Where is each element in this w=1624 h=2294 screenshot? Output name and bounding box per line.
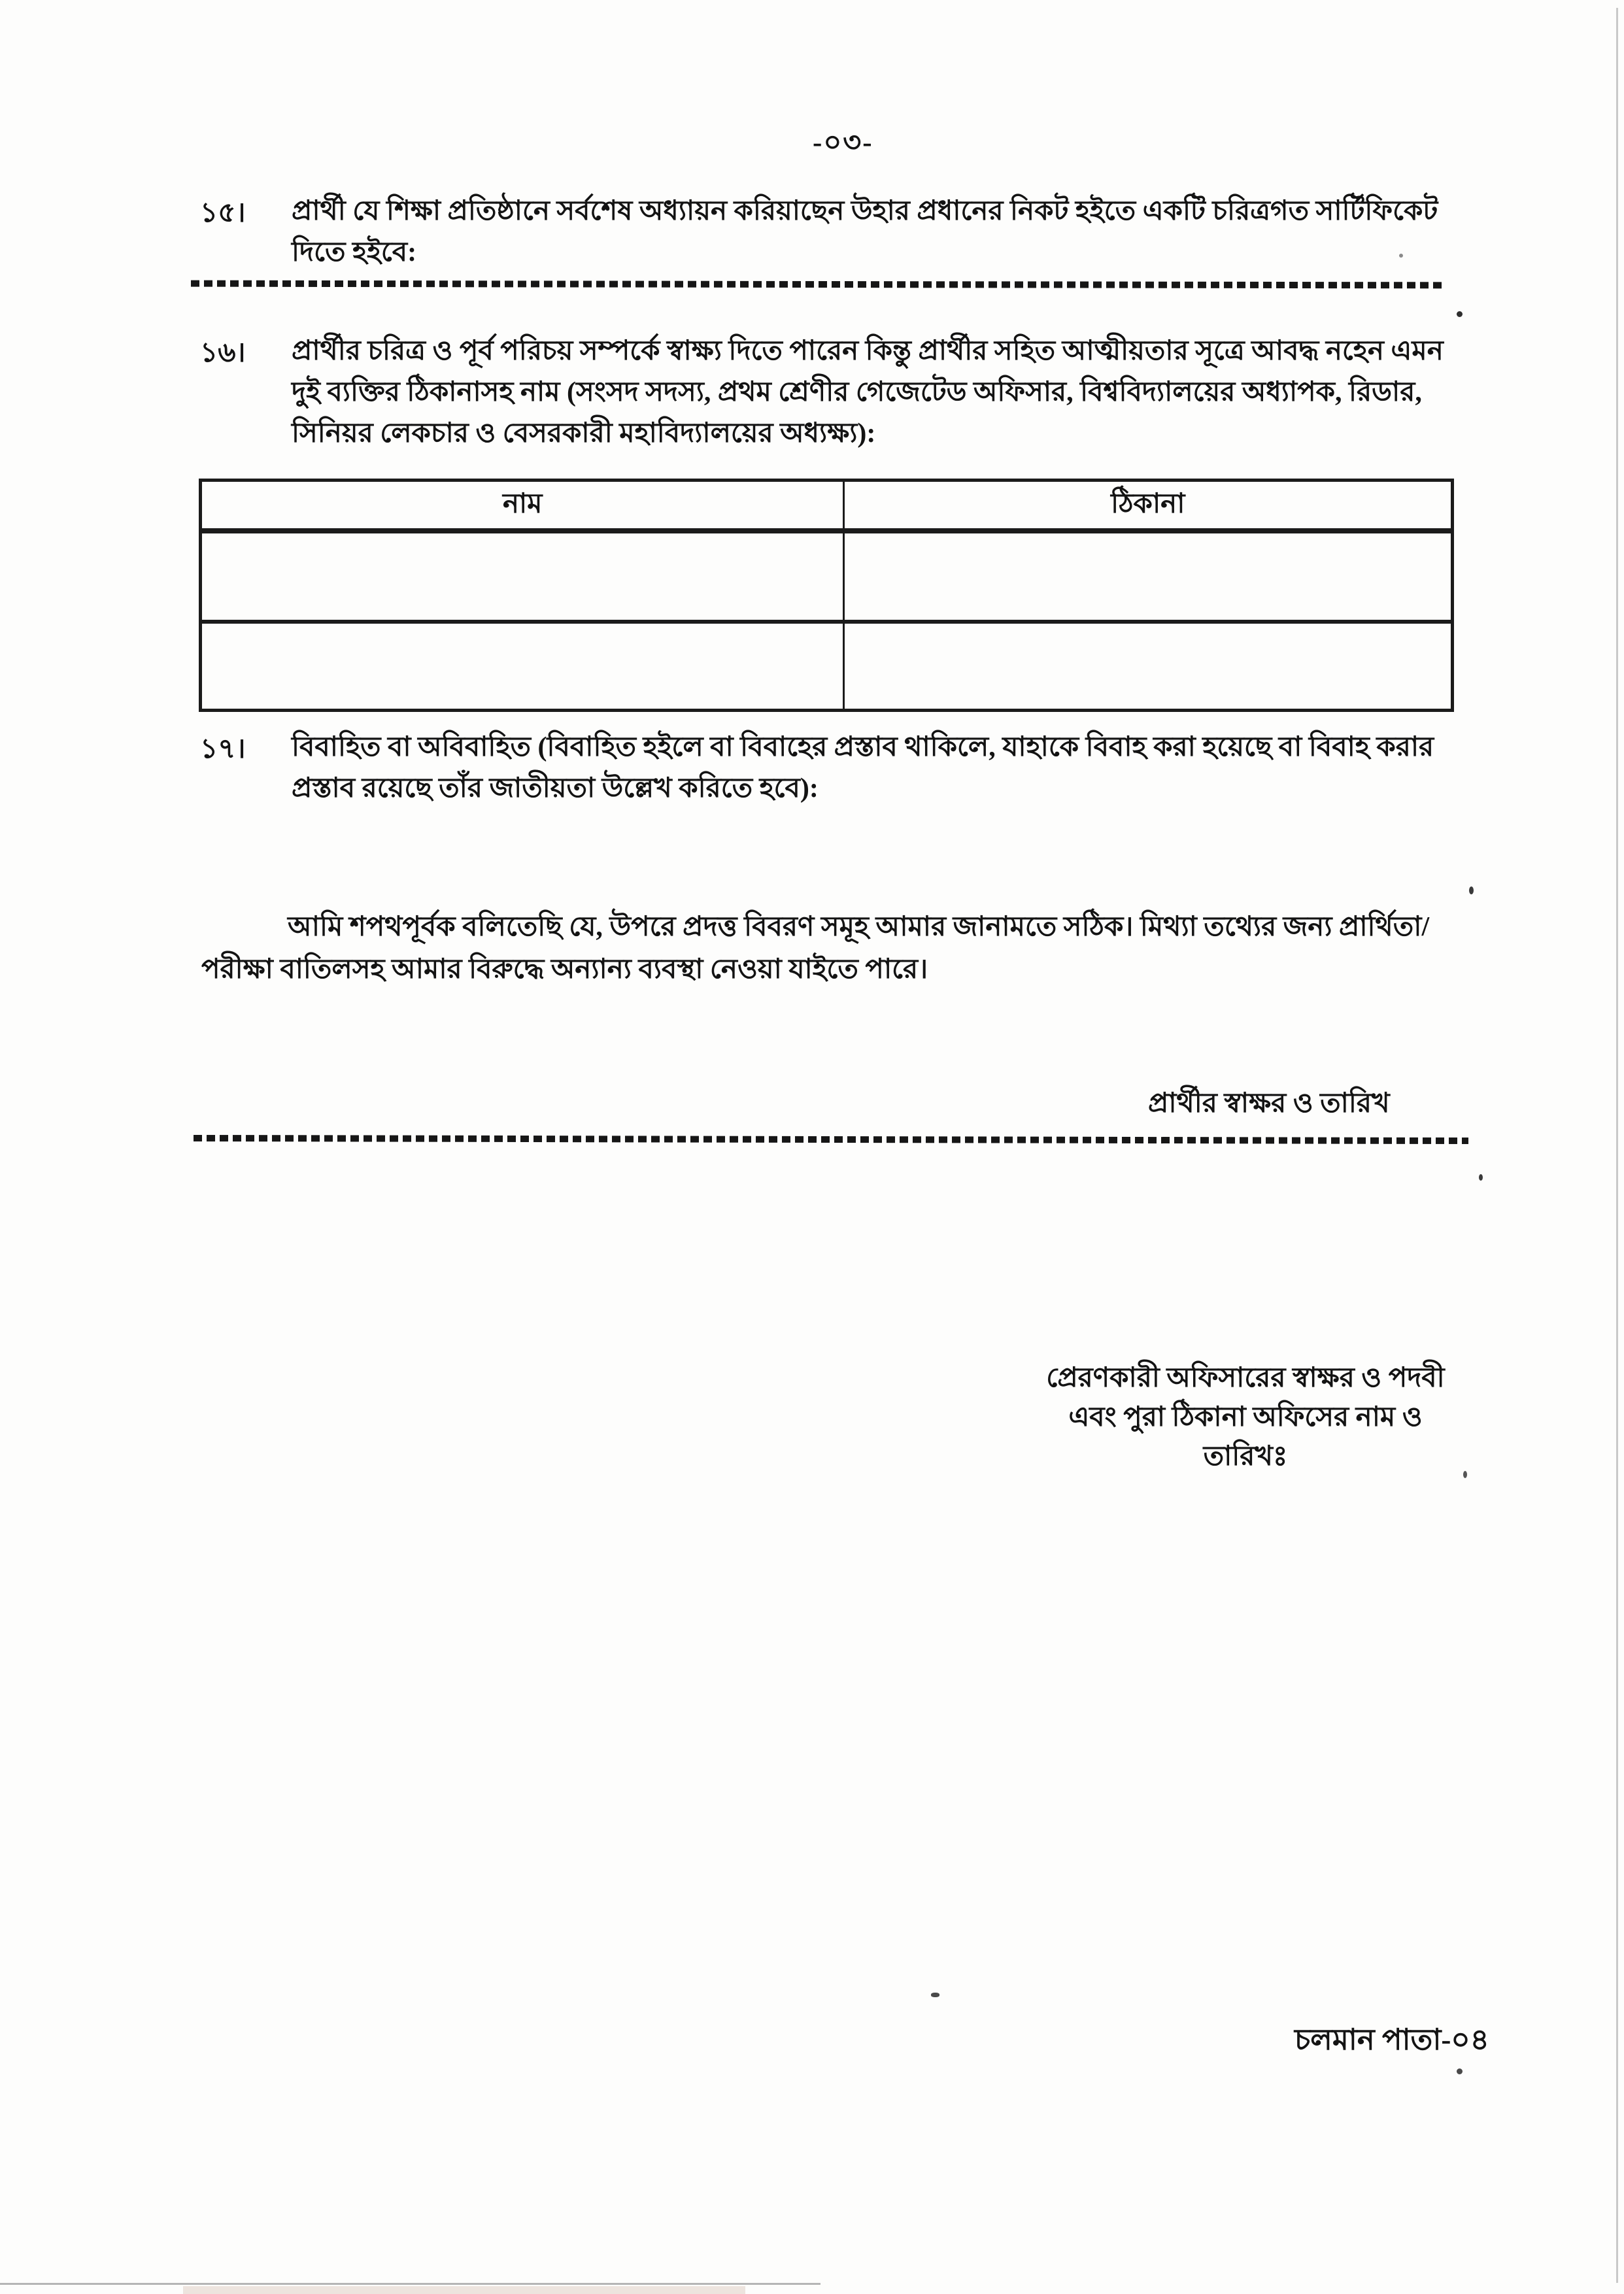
table-header-address: ঠিকানা <box>844 481 1453 531</box>
applicant-signature-label: প্রার্থীর স্বাক্ষর ও তারিখ <box>1148 1088 1390 1119</box>
scan-edge-line <box>1616 8 1618 2283</box>
table-cell-address-2 <box>844 622 1453 711</box>
scan-speck <box>1399 254 1403 258</box>
item-16-text: প্রার্থীর চরিত্র ও পূর্ব পরিচয় সম্পর্কে স্বাক্ষ্য দিতে পারেন কিন্তু প্রার্থীর সহিত আত্মীয়তার সূত্রে আবদ্ধ নহেন এমন দুই ব্যক্তির ঠিকানাসহ নাম (সংসদ সদস্য, প্রথম শ্রেণীর গেজেটেড অফিসার, বিশ্ববিদ্যালয়ের অধ্যাপক, রিডার, সিনিয়র লেকচার ও বেসরকারী মহাবিদ্যালয়ের অধ্যক্ষ্য): <box>292 336 1444 448</box>
scan-speck <box>931 1993 939 1997</box>
table-cell-name-2 <box>201 622 844 711</box>
page-number: -০৩- <box>813 127 873 158</box>
scan-speck <box>1479 1174 1483 1181</box>
table-row <box>201 622 1453 711</box>
scan-speck <box>1469 886 1474 894</box>
forwarding-officer-block <box>1020 1358 1471 1476</box>
scan-bottom-line <box>0 2283 820 2285</box>
item-16-number: ১৬। <box>200 338 246 368</box>
scan-speck <box>1463 1471 1467 1478</box>
table-cell-address-1 <box>844 531 1453 622</box>
item-17-number: ১৭। <box>200 734 246 764</box>
dotted-separator-line <box>191 280 1446 289</box>
scan-speck <box>1457 311 1463 317</box>
forwarding-officer-line-1: প্রেরণকারী অফিসারের স্বাক্ষর ও পদবী <box>1046 1363 1445 1393</box>
signature-dotted-line <box>194 1135 1468 1144</box>
table-cell-name-1 <box>201 531 844 622</box>
forwarding-officer-line-2: এবং পুরা ঠিকানা অফিসের নাম ও <box>1068 1402 1423 1432</box>
table-header-name: নাম <box>201 481 844 531</box>
forwarding-officer-line-3: তারিখঃ <box>1203 1442 1288 1472</box>
table-row <box>201 531 1453 622</box>
scan-speck <box>1457 2068 1463 2074</box>
item-15-number: ১৫। <box>200 198 246 228</box>
table-header-row <box>201 481 1453 531</box>
item-17-text: বিবাহিত বা অবিবাহিত (বিবাহিত হইলে বা বিবাহের প্রস্তাব থাকিলে, যাহাকে বিবাহ করা হয়েছে বা বিবাহ করার প্রস্তাব রয়েছে তাঁর জাতীয়তা উল্লেখ করিতে হবে): <box>292 732 1434 803</box>
referee-table <box>199 479 1454 712</box>
item-15-text: প্রার্থী যে শিক্ষা প্রতিষ্ঠানে সর্বশেষ অধ্যায়ন করিয়াছেন উহার প্রধানের নিকট হইতে একটি চরিত্রগত সার্টিফিকেট দিতে হইবে: <box>292 196 1438 267</box>
declaration-paragraph: আমি শপথপূর্বক বলিতেছি যে, উপরে প্রদত্ত বিবরণ সমূহ আমার জানামতে সঠিক। মিথ্যা তথ্যের জন্য প্রার্থিতা/পরীক্ষা বাতিলসহ আমার বিরুদ্ধে অন্যান্য ব্যবস্থা নেওয়া যাইতে পারে। <box>201 912 1430 985</box>
continuation-footer: চলমান পাতা-০৪ <box>1294 2023 1489 2056</box>
scan-bottom-strip <box>183 2286 745 2294</box>
